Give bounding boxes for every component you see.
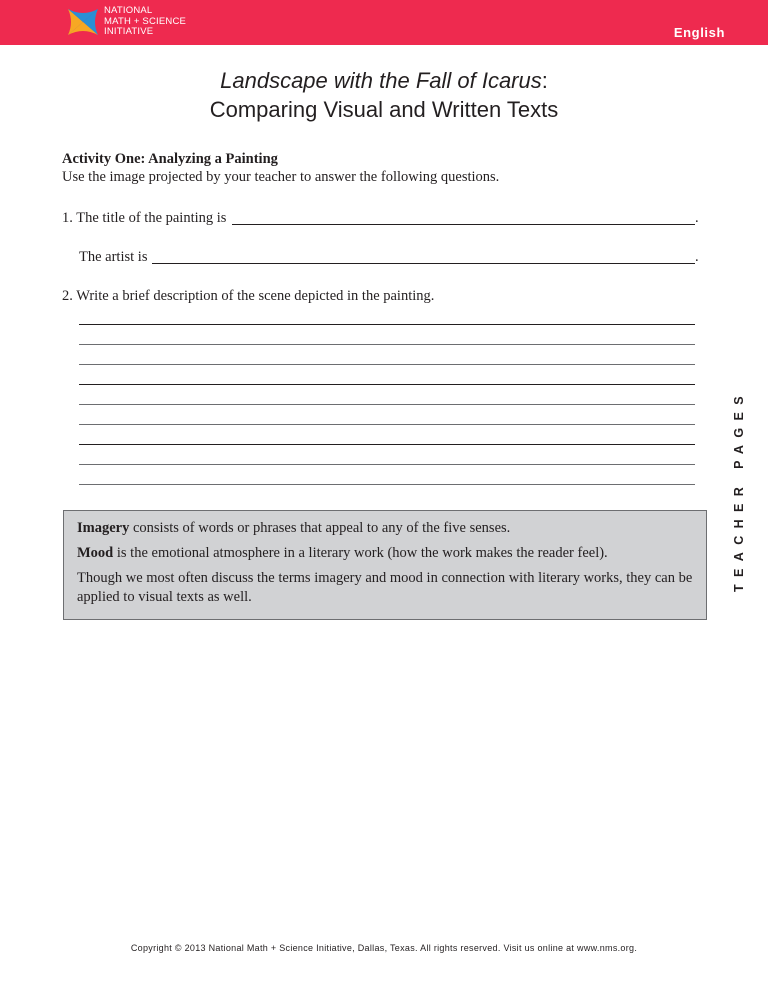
painting-title-answer-line[interactable]: [232, 224, 695, 225]
header-bar: [0, 0, 768, 45]
description-answer-line[interactable]: [79, 324, 695, 325]
logo-line-1: NATIONAL: [104, 5, 153, 16]
title-painting-name: Landscape with the Fall of Icarus: [220, 68, 542, 93]
description-answer-line[interactable]: [79, 464, 695, 465]
description-answer-line[interactable]: [79, 364, 695, 365]
title-colon: :: [541, 68, 548, 93]
copyright-footer: Copyright © 2013 National Math + Science Initiative, Dallas, Texas. All rights reserved. Visit us online at www.nms.org.: [130, 943, 638, 953]
description-answer-line[interactable]: [79, 424, 695, 425]
page-title: [0, 66, 768, 124]
activity-heading: Activity One: Analyzing a Painting: [62, 151, 278, 167]
mood-definition: [77, 544, 693, 563]
activity-section: [62, 150, 499, 186]
artist-answer-line[interactable]: [152, 263, 695, 264]
mood-term: Mood: [77, 545, 114, 561]
description-answer-line[interactable]: [79, 484, 695, 485]
question-1-period: .: [695, 210, 699, 226]
question-1-label: 1. The title of the painting is: [62, 210, 227, 226]
imagery-text: consists of words or phrases that appeal to any of the five senses.: [129, 520, 511, 536]
subject-label: English: [673, 25, 725, 40]
description-answer-line[interactable]: [79, 344, 695, 345]
title-line-2: Comparing Visual and Written Texts: [209, 97, 559, 122]
nmsi-logo-icon: [66, 5, 100, 39]
description-answer-line[interactable]: [79, 404, 695, 405]
logo-line-3: INITIATIVE: [104, 26, 154, 37]
artist-period: .: [695, 249, 699, 265]
callout-note: Though we most often discuss the terms imagery and mood in connection with literary works, they can be applied to visual texts as well.: [77, 570, 693, 605]
imagery-definition: [77, 519, 693, 538]
imagery-term: Imagery: [77, 520, 130, 536]
description-answer-line[interactable]: [79, 384, 695, 385]
title-line-1: [0, 66, 768, 95]
question-2-label: 2. Write a brief description of the scene depicted in the painting.: [62, 288, 435, 304]
mood-text: is the emotional atmosphere in a literary work (how the work makes the reader feel).: [113, 545, 608, 561]
definitions-callout: [63, 510, 707, 620]
artist-label: The artist is: [79, 249, 148, 265]
logo-line-2: MATH + SCIENCE: [104, 15, 187, 27]
teacher-pages-label: TEACHER PAGES: [732, 389, 746, 592]
logo-wordmark: [104, 6, 186, 38]
description-answer-line[interactable]: [79, 444, 695, 445]
activity-instructions: Use the image projected by your teacher to answer the following questions.: [62, 169, 500, 185]
